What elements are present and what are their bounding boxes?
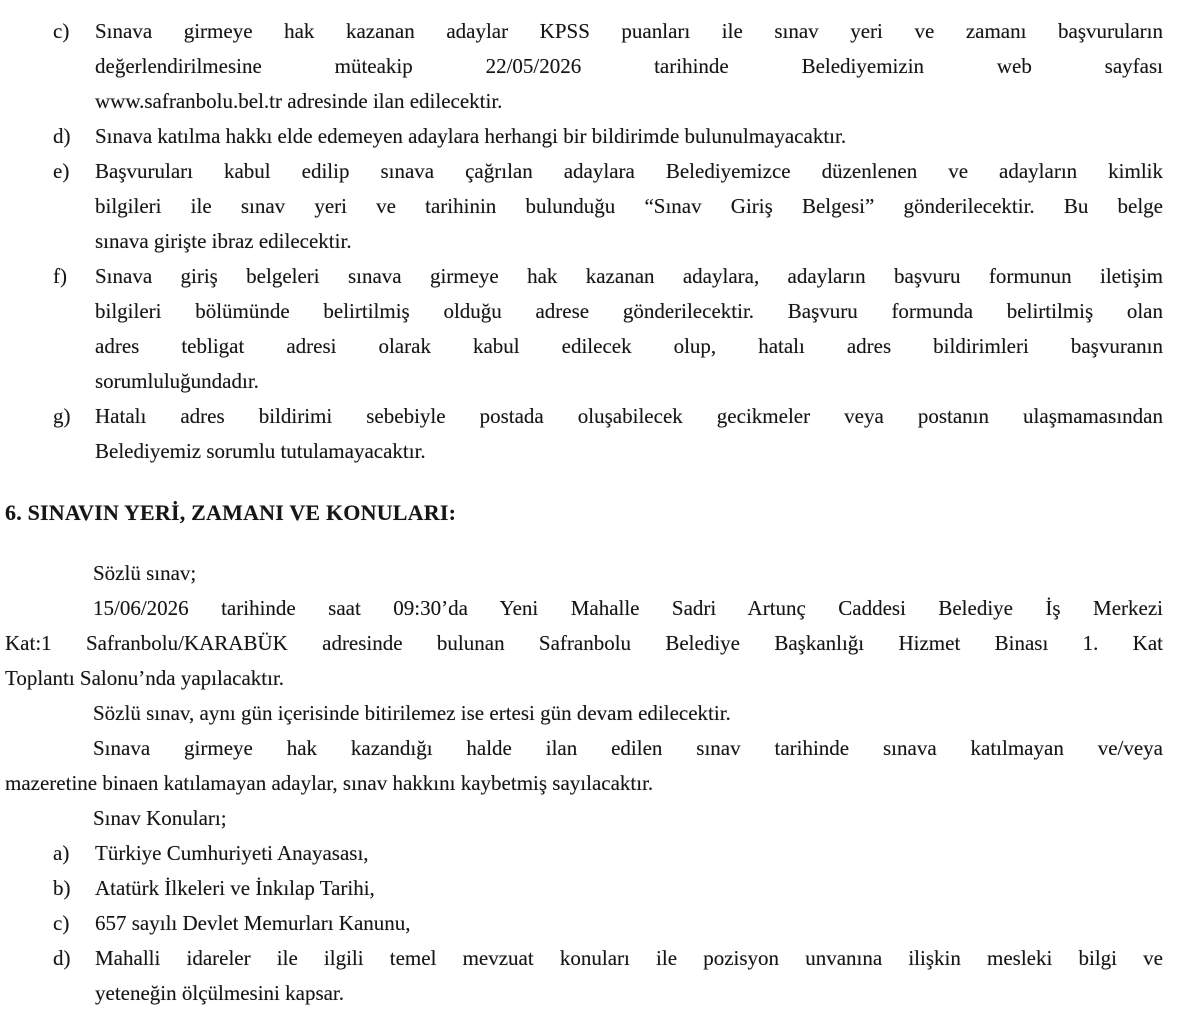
text-line: bilgileri bölümünde belirtilmiş olduğu adrese gönderilecektir. Başvuru formunda belirtilmiş olan xyxy=(95,299,1163,323)
list-marker: b) xyxy=(53,876,71,900)
list-item-text xyxy=(95,14,1163,119)
list-item-text xyxy=(95,119,1163,154)
text-line: sınava girişte ibraz edilecektir. xyxy=(95,229,352,253)
text-line: Sözlü sınav; xyxy=(93,561,197,585)
list-item-text xyxy=(95,941,1163,1011)
list-marker: f) xyxy=(53,264,67,288)
exam-details xyxy=(5,556,1163,836)
list-item-text xyxy=(95,259,1163,399)
text-line: Başvuruları kabul edilip sınava çağrılan adaylara Belediyemizce düzenlenen ve adayların kimlik xyxy=(95,159,1163,183)
paragraph-exam-location xyxy=(5,591,1163,696)
text-line: Türkiye Cumhuriyeti Anayasası, xyxy=(95,841,369,865)
paragraph-exam-continuation xyxy=(5,696,1163,731)
list-item-text xyxy=(95,399,1163,469)
list-marker: c) xyxy=(53,911,70,935)
list-item-d xyxy=(5,119,1163,154)
paragraph-absence-rule xyxy=(5,731,1163,801)
text-line: Sınava giriş belgeleri sınava girmeye hak kazanan adaylara, adayların başvuru formunun iletişim xyxy=(95,264,1163,288)
paragraph-exam-subjects-label xyxy=(5,801,1163,836)
list-item-f xyxy=(5,259,1163,399)
text-line: bilgileri ile sınav yeri ve tarihinin bulunduğu “Sınav Giriş Belgesi” gönderilecektir. Bu belge xyxy=(95,194,1163,218)
list-item-text xyxy=(95,836,1163,871)
list-item-e xyxy=(5,154,1163,259)
list-item-g xyxy=(5,399,1163,469)
paragraph-oral-exam xyxy=(5,556,1163,591)
text-line: sorumluluğundadır. xyxy=(95,369,259,393)
text-line: 657 sayılı Devlet Memurları Kanunu, xyxy=(95,911,411,935)
subject-item-b xyxy=(5,871,1163,906)
text-line: www.safranbolu.bel.tr adresinde ilan edilecektir. xyxy=(95,89,503,113)
list-exam-subjects xyxy=(5,836,1163,1011)
text-line: değerlendirilmesine müteakip 22/05/2026 tarihinde Belediyemizin web sayfası xyxy=(95,54,1163,78)
text-line: Mahalli idareler ile ilgili temel mevzuat konuları ile pozisyon unvanına ilişkin mesleki bilgi ve xyxy=(95,946,1163,970)
list-marker: d) xyxy=(53,946,71,970)
text-line: Sözlü sınav, aynı gün içerisinde bitirilemez ise ertesi gün devam edilecektir. xyxy=(93,701,731,725)
text-line: Belediyemiz sorumlu tutulamayacaktır. xyxy=(95,439,426,463)
list-announcement-items xyxy=(5,14,1163,469)
list-item-text xyxy=(95,871,1163,906)
list-marker: d) xyxy=(53,124,71,148)
list-marker: g) xyxy=(53,404,71,428)
text-line: Atatürk İlkeleri ve İnkılap Tarihi, xyxy=(95,876,375,900)
list-marker: e) xyxy=(53,159,70,183)
text-line: Hatalı adres bildirimi sebebiyle postada oluşabilecek gecikmeler veya postanın ulaşmamasından xyxy=(95,404,1163,428)
text-line: Sınav Konuları; xyxy=(93,806,227,830)
text-line: Toplantı Salonu’nda yapılacaktır. xyxy=(5,666,285,690)
text-line: Sınava girmeye hak kazanan adaylar KPSS puanları ile sınav yeri ve zamanı başvuruların xyxy=(95,19,1163,43)
subject-item-c xyxy=(5,906,1163,941)
text-line: mazeretine binaen katılamayan adaylar, sınav hakkını kaybetmiş sayılacaktır. xyxy=(5,771,654,795)
text-line: yeteneğin ölçülmesini kapsar. xyxy=(95,981,345,1005)
subject-item-a xyxy=(5,836,1163,871)
text-line: Sınava girmeye hak kazandığı halde ilan edilen sınav tarihinde sınava katılmayan ve/veya xyxy=(93,736,1163,760)
list-marker: a) xyxy=(53,841,70,865)
text-line: Sınava katılma hakkı elde edemeyen adaylara herhangi bir bildirimde bulunulmayacaktır. xyxy=(95,124,847,148)
list-item-c xyxy=(5,14,1163,119)
list-item-text xyxy=(95,154,1163,259)
text-line: adres tebligat adresi olarak kabul edilecek olup, hatalı adres bildirimleri başvuranın xyxy=(95,334,1163,358)
section-heading: 6. SINAVIN YERİ, ZAMANI VE KONULARI: xyxy=(5,500,457,525)
subject-item-d xyxy=(5,941,1163,1011)
list-marker: c) xyxy=(53,19,70,43)
list-item-text xyxy=(95,906,1163,941)
text-line: Kat:1 Safranbolu/KARABÜK adresinde bulunan Safranbolu Belediye Başkanlığı Hizmet Binası 1. Kat xyxy=(5,631,1163,655)
text-line: 15/06/2026 tarihinde saat 09:30’da Yeni Mahalle Sadri Artunç Caddesi Belediye İş Merkezi xyxy=(93,596,1163,620)
